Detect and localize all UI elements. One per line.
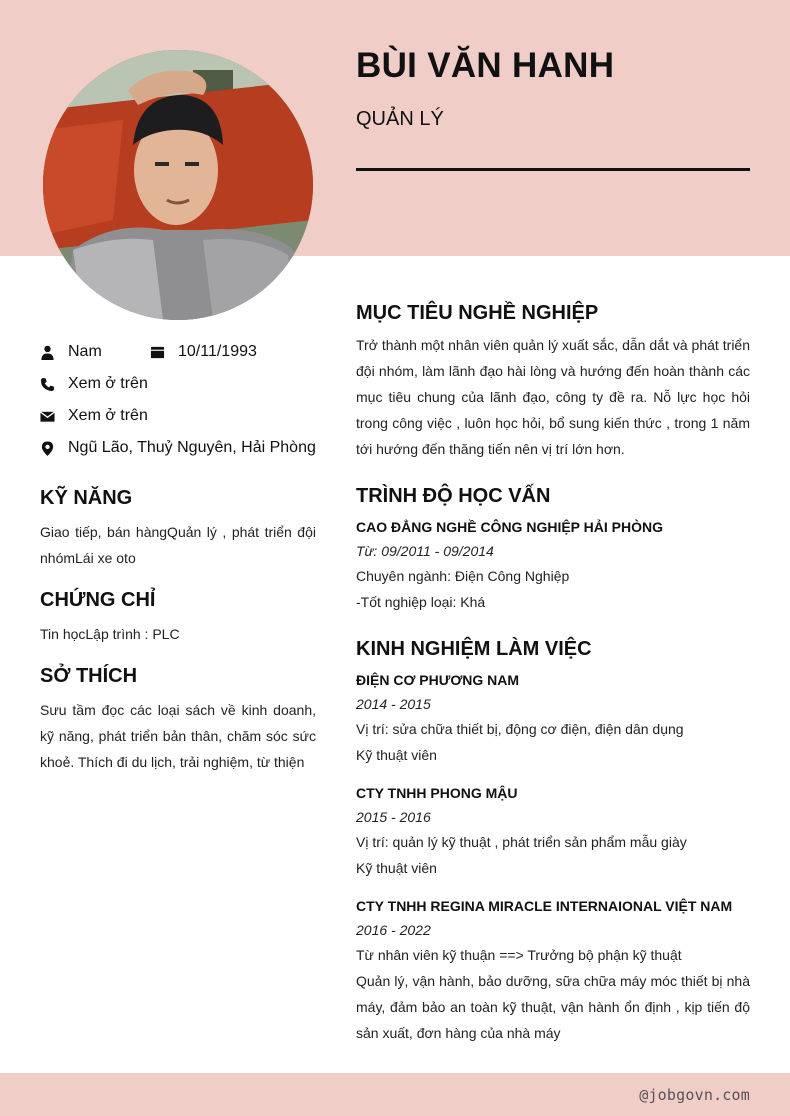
- candidate-name: BÙI VĂN HANH: [356, 46, 615, 85]
- job-company: CTY TNHH REGINA MIRACLE INTERNAIONAL VIỆT NAM: [356, 898, 733, 914]
- address-value: Ngũ Lão, Thuỷ Nguyên, Hải Phòng: [68, 439, 316, 456]
- gender-value: Nam: [68, 343, 102, 360]
- education-period: Từ: 09/2011 - 09/2014: [356, 543, 494, 559]
- contact-birthday: [150, 343, 257, 361]
- contact-phone: [40, 375, 148, 393]
- watermark: @jobgovn.com: [639, 1086, 750, 1104]
- education-heading: TRÌNH ĐỘ HỌC VẤN: [356, 485, 551, 507]
- phone-value: Xem ở trên: [68, 375, 148, 392]
- job-period: 2015 - 2016: [356, 809, 431, 825]
- education-school: CAO ĐẲNG NGHỀ CÔNG NGHIỆP HẢI PHÒNG: [356, 519, 663, 535]
- location-pin-icon: [40, 441, 55, 456]
- objective-text: Trở thành một nhân viên quản lý xuất sắc, dẫn dắt và phát triển đội nhóm, làm lãnh đạo hài lòng và hướng đến hoàn thành các mục tiêu chung của lãnh đạo, công ty đề ra. Nỗ lực học hỏi trong công việc , luôn học hỏi, bổ sung kiến thức , trong 1 năm tới hướng đến thăng tiến nên vị trí lớn hơn.: [356, 337, 750, 457]
- job-company: ĐIỆN CƠ PHƯƠNG NAM: [356, 672, 520, 688]
- education-major: Chuyên ngành: Điện Công Nghiệp: [356, 568, 570, 584]
- certificates-text: Tin họcLập trình : PLC: [40, 626, 180, 642]
- skills-text: Giao tiếp, bán hàngQuản lý , phát triển đội nhómLái xe oto: [40, 524, 316, 566]
- job-line: Vị trí: quản lý kỹ thuật , phát triển sản phẩm mẫu giày: [356, 834, 687, 850]
- phone-icon: [40, 377, 55, 392]
- skills-heading: KỸ NĂNG: [40, 487, 133, 509]
- hobbies-text: Sưu tầm đọc các loại sách về kinh doanh, kỹ năng, phát triển bản thân, chăm sóc sức khoẻ. Thích đi du lịch, trải nghiệm, từ thiện: [40, 702, 316, 770]
- job-description: Quản lý, vận hành, bảo dưỡng, sữa chữa máy móc thiết bị nhà máy, đảm bảo an toàn kỹ thuật, vận hành ổn định , kịp tiến độ sản xuất, đơn hàng của nhà máy: [356, 973, 750, 1041]
- title-divider: [356, 168, 750, 171]
- contact-gender: [40, 343, 102, 361]
- objective-heading: MỤC TIÊU NGHỀ NGHIỆP: [356, 302, 599, 324]
- job-company: CTY TNHH PHONG MẬU: [356, 785, 518, 801]
- person-icon: [40, 345, 55, 360]
- certificates-heading: CHỨNG CHỈ: [40, 589, 156, 611]
- job-line: Kỹ thuật viên: [356, 860, 437, 876]
- email-value: Xem ở trên: [68, 407, 148, 424]
- birthday-value: 10/11/1993: [178, 343, 257, 360]
- mail-icon: [40, 409, 55, 424]
- profile-photo: [43, 50, 313, 320]
- contact-email: [40, 407, 148, 425]
- job-line: Từ nhân viên kỹ thuận ==> Trưởng bộ phận kỹ thuật: [356, 947, 682, 963]
- job-title: QUẢN LÝ: [356, 108, 444, 130]
- job-line: Vị trí: sửa chữa thiết bị, động cơ điện, điện dân dụng: [356, 721, 684, 737]
- hobbies-heading: SỞ THÍCH: [40, 665, 138, 687]
- contact-address: [40, 439, 316, 457]
- job-period: 2014 - 2015: [356, 696, 431, 712]
- calendar-icon: [150, 345, 165, 360]
- education-grade: -Tốt nghiệp loại: Khá: [356, 594, 486, 610]
- job-period: 2016 - 2022: [356, 922, 431, 938]
- experience-heading: KINH NGHIỆM LÀM VIỆC: [356, 638, 592, 660]
- job-line: Kỹ thuật viên: [356, 747, 437, 763]
